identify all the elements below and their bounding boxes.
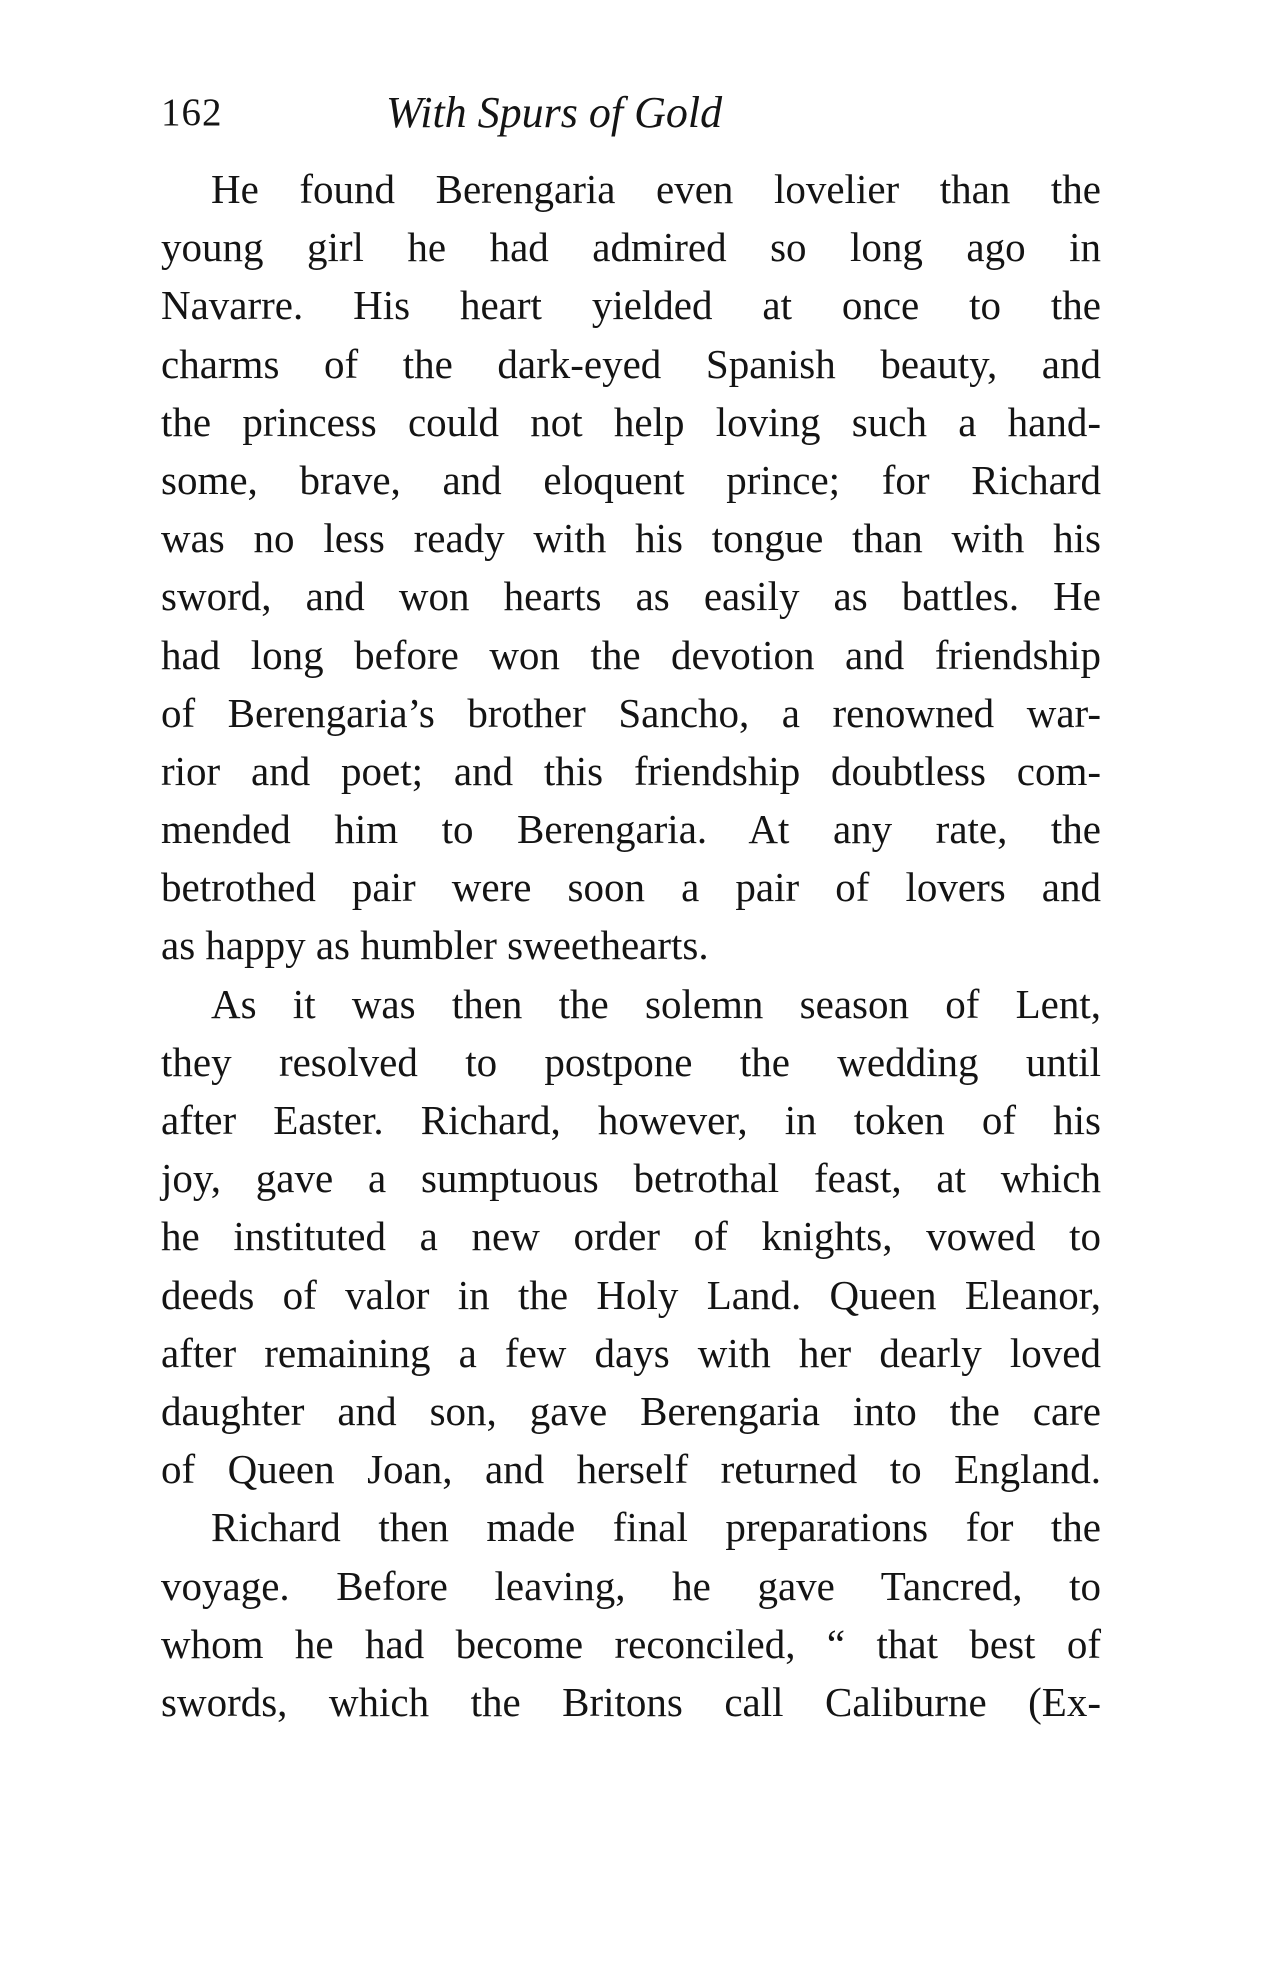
text-line: of Berengaria’s brother Sancho, a renowned war- xyxy=(161,689,1101,736)
running-head xyxy=(161,78,1101,148)
text-line: had long before won the devotion and friendship xyxy=(161,631,1101,678)
text-line: he instituted a new order of knights, vowed to xyxy=(161,1213,1101,1260)
paragraph-3 xyxy=(161,1498,1101,1731)
body-text xyxy=(161,160,1101,1731)
text-line: rior and poet; and this friendship doubtless com- xyxy=(161,747,1101,794)
text-line: swords, which the Britons call Caliburne (Ex- xyxy=(161,1678,1101,1725)
page-number: 162 xyxy=(161,91,223,134)
text-line: after remaining a few days with her dearly loved xyxy=(161,1329,1101,1376)
text-line: As it was then the solemn season of Lent, xyxy=(211,980,1101,1027)
paragraph-2 xyxy=(161,975,1101,1499)
text-line: charms of the dark-eyed Spanish beauty, and xyxy=(161,340,1101,387)
text-line: after Easter. Richard, however, in token of his xyxy=(161,1097,1101,1143)
text-line: of Queen Joan, and herself returned to England. xyxy=(161,1446,1101,1493)
running-title: With Spurs of Gold xyxy=(386,88,723,137)
text-line: as happy as humbler sweethearts. xyxy=(161,922,709,969)
text-line: they resolved to postpone the wedding until xyxy=(161,1038,1101,1085)
text-line: deeds of valor in the Holy Land. Queen Eleanor, xyxy=(161,1271,1101,1318)
text-line: sword, and won hearts as easily as battles. He xyxy=(161,573,1101,620)
text-line: daughter and son, gave Berengaria into the care xyxy=(161,1387,1101,1434)
text-line: joy, gave a sumptuous betrothal feast, at which xyxy=(161,1155,1101,1202)
text-line: some, brave, and eloquent prince; for Richard xyxy=(161,456,1101,503)
text-line: He found Berengaria even lovelier than the xyxy=(211,166,1101,212)
text-line: was no less ready with his tongue than with his xyxy=(161,515,1101,562)
text-line: Richard then made final preparations for the xyxy=(211,1504,1101,1551)
text-line: voyage. Before leaving, he gave Tancred, to xyxy=(161,1562,1101,1609)
text-line: betrothed pair were soon a pair of lovers and xyxy=(161,864,1101,911)
text-line: Navarre. His heart yielded at once to the xyxy=(161,282,1101,329)
text-line: mended him to Berengaria. At any rate, the xyxy=(161,806,1101,853)
text-line: whom he had become reconciled, “ that best of xyxy=(161,1620,1101,1667)
text-line: the princess could not help loving such a hand- xyxy=(161,398,1101,445)
paragraph-1 xyxy=(161,160,1101,975)
text-line: young girl he had admired so long ago in xyxy=(161,224,1101,271)
